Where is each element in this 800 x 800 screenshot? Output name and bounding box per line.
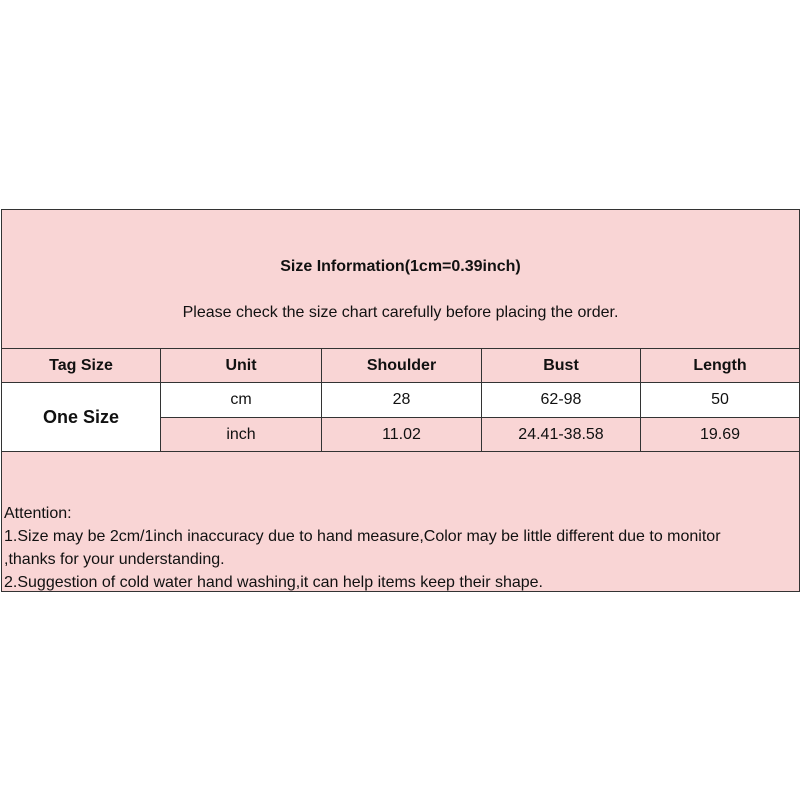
- header-unit: Unit: [160, 348, 322, 383]
- size-chart: [1, 209, 800, 592]
- bust-cm: 62-98: [481, 382, 641, 418]
- notes-line-3: 2.Suggestion of cold water hand washing,it can help items keep their shape.: [4, 574, 543, 591]
- notes-heading: Attention:: [4, 505, 72, 522]
- length-cm: 50: [640, 382, 800, 418]
- shoulder-cm: 28: [321, 382, 482, 418]
- size-table: [1, 348, 800, 452]
- unit-cm: cm: [160, 382, 322, 418]
- notes-line-1: 1.Size may be 2cm/1inch inaccuracy due to hand measure,Color may be little different due to monitor: [4, 528, 721, 545]
- header-tag-size: Tag Size: [1, 348, 161, 383]
- shoulder-inch: 11.02: [321, 417, 482, 452]
- bust-inch: 24.41-38.58: [481, 417, 641, 452]
- attention-notes: [4, 502, 799, 594]
- header-shoulder: Shoulder: [321, 348, 482, 383]
- chart-subtitle: Please check the size chart carefully before placing the order.: [182, 304, 619, 321]
- tag-size-cell: One Size: [1, 382, 161, 452]
- length-inch: 19.69: [640, 417, 800, 452]
- chart-title: Size Information(1cm=0.39inch): [280, 258, 521, 275]
- header-bust: Bust: [481, 348, 641, 383]
- unit-inch: inch: [160, 417, 322, 452]
- notes-line-2: ,thanks for your understanding.: [4, 551, 225, 568]
- header-length: Length: [640, 348, 800, 383]
